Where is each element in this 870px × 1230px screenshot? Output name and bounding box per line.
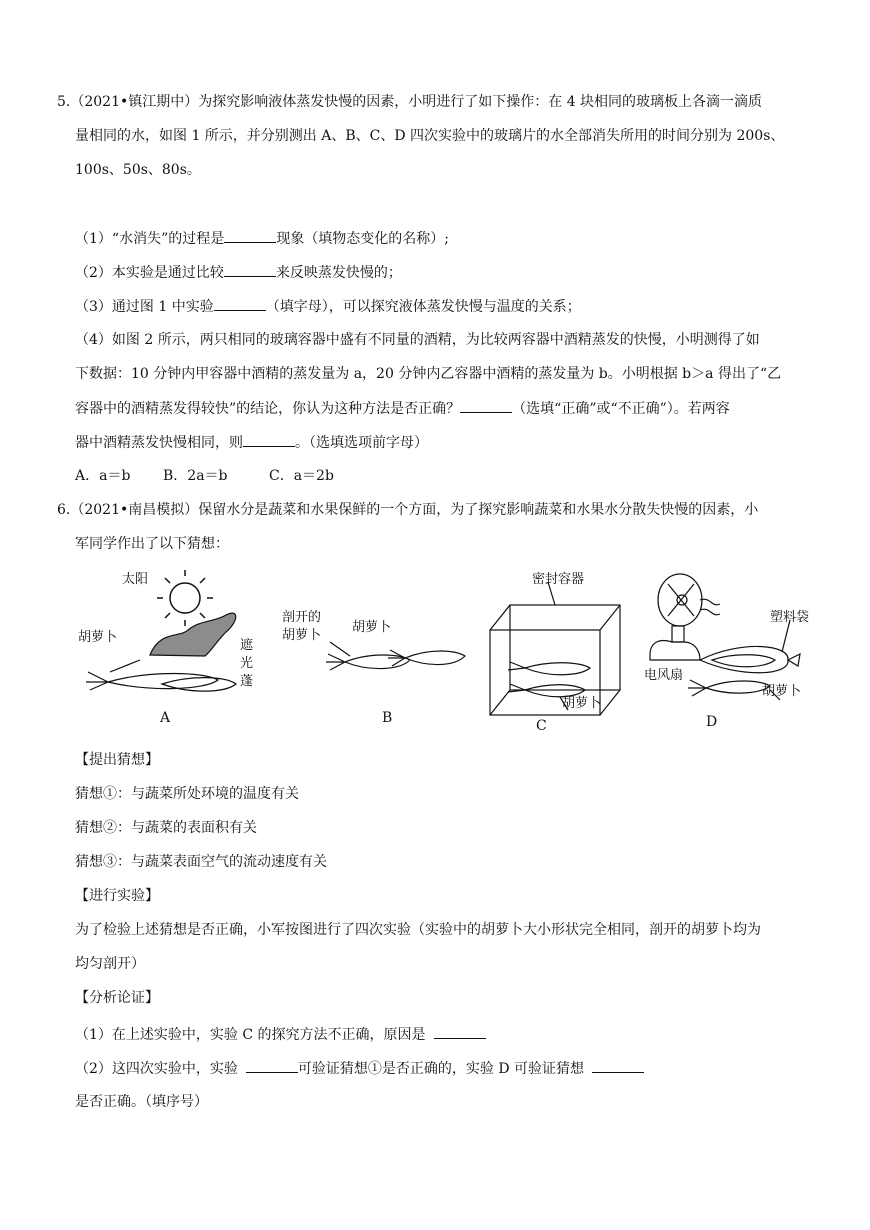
answer-blank[interactable] <box>224 262 276 277</box>
q5-part4-line4-text: 器中酒精蒸发快慢相同，则 <box>75 435 243 451</box>
q5-line3: 100s、50s、80s。 <box>75 162 201 178</box>
carrot-icon <box>86 660 236 691</box>
q5-part4-line3-tail: （选填“正确”或“不正确”）。若两容 <box>512 401 730 417</box>
q6-line2: 军同学作出了以下猜想： <box>75 536 229 552</box>
sun-label: 太阳 <box>122 572 149 587</box>
analysis-2 <box>75 1058 644 1079</box>
figure-label-d: D <box>706 714 718 730</box>
q5-choice-b: B．2a＝b <box>163 468 228 484</box>
experiment-drawing <box>0 560 870 740</box>
q5-part3 <box>75 296 581 317</box>
q5-part1 <box>75 228 449 249</box>
fan-icon <box>650 574 720 660</box>
q5-part4-line3-text: 容器中的酒精蒸发得较快”的结论，你认为这种方法是否正确？ <box>75 401 461 417</box>
analysis-2-mid: 可验证猜想①是否正确的，实验 D 可验证猜想 <box>297 1061 585 1077</box>
answer-blank[interactable] <box>214 296 266 311</box>
q5-part1-tail: 现象（填物态变化的名称）; <box>276 231 449 247</box>
answer-blank[interactable] <box>246 1058 298 1073</box>
experiment-line1: 为了检验上述猜想是否正确，小军按图进行了四次实验（实验中的胡萝卜大小形状完全相同，剖开的胡萝卜均为 <box>75 922 761 938</box>
answer-blank[interactable] <box>592 1058 644 1073</box>
carrot-label-c: 胡萝卜 <box>562 696 602 711</box>
section-heading-analysis: 【分析论证】 <box>75 990 159 1006</box>
experiment-figure <box>0 560 870 740</box>
figure-label-c: C <box>536 718 547 734</box>
cut-carrot-label-2: 胡萝卜 <box>282 628 322 643</box>
section-heading-guess: 【提出猜想】 <box>75 752 159 768</box>
q5-part4-line3 <box>75 398 730 419</box>
q6-line1: 6.（2021•南昌模拟）保留水分是蔬菜和水果保鲜的一个方面，为了探究影响蔬菜和水果水分散失快慢的因素，小 <box>57 502 759 518</box>
q5-part4-line2: 下数据：10 分钟内甲容器中酒精的蒸发量为 a，20 分钟内乙容器中酒精的蒸发量为 b。小明根据 b＞a 得出了“乙 <box>75 366 782 382</box>
q5-line1: 5.（2021•镇江期中）为探究影响液体蒸发快慢的因素，小明进行了如下操作：在 4 块相同的玻璃板上各滴一滴质 <box>57 94 763 110</box>
sun-icon <box>157 570 213 626</box>
carrot-label-b: 胡萝卜 <box>352 620 392 635</box>
analysis-1 <box>75 1024 486 1045</box>
answer-blank[interactable] <box>243 432 295 447</box>
q5-part4-line4-tail: 。（选填选项前字母） <box>295 435 428 451</box>
fan-label: 电风扇 <box>644 668 684 683</box>
q5-part4-line1: （4）如图 2 所示，两只相同的玻璃容器中盛有不同量的酒精，为比较两容器中酒精蒸发的快慢，小明测得了如 <box>75 332 760 348</box>
q5-part3-text: （3）通过图 1 中实验 <box>75 299 214 315</box>
shade-label-3: 蓬 <box>240 674 254 689</box>
guess-1: 猜想①：与蔬菜所处环境的温度有关 <box>75 786 299 802</box>
q5-line2: 量相同的水，如图 1 所示，并分别测出 A、B、C、D 四次实验中的玻璃片的水全部消失所用的时间分别为 200s、 <box>75 128 785 144</box>
experiment-line2: 均匀剖开） <box>75 956 145 972</box>
analysis-3: 是否正确。（填序号） <box>75 1094 208 1110</box>
q5-part2 <box>75 262 402 283</box>
cut-carrot-label-1: 剖开的 <box>282 610 322 625</box>
plastic-bag-icon <box>700 620 800 673</box>
answer-blank[interactable] <box>434 1024 486 1039</box>
plastic-bag-label: 塑料袋 <box>770 610 810 625</box>
q5-part3-tail: （填字母），可以探究液体蒸发快慢与温度的关系； <box>265 299 581 315</box>
q5-part2-tail: 来反映蒸发快慢的； <box>275 265 402 281</box>
q5-part4-line4 <box>75 432 428 453</box>
analysis-1-text: （1）在上述实验中，实验 C 的探究方法不正确，原因是 <box>75 1027 426 1043</box>
shade-canopy-icon <box>150 613 236 656</box>
answer-blank[interactable] <box>224 228 276 243</box>
analysis-2-text: （2）这四次实验中，实验 <box>75 1061 238 1077</box>
shade-label-2: 光 <box>240 656 254 671</box>
q5-part2-text: （2）本实验是通过比较 <box>75 265 224 281</box>
q5-choice-a: A．a＝b <box>75 468 131 484</box>
q5-choice-c: C．a＝2b <box>269 468 334 484</box>
section-heading-experiment: 【进行实验】 <box>75 888 159 904</box>
guess-3: 猜想③：与蔬菜表面空气的流动速度有关 <box>75 854 327 870</box>
figure-label-b: B <box>382 710 393 726</box>
carrot-label-a: 胡萝卜 <box>78 630 118 645</box>
sealed-container-label: 密封容器 <box>532 572 585 587</box>
guess-2: 猜想②：与蔬菜的表面积有关 <box>75 820 257 836</box>
shade-label-1: 遮 <box>240 638 254 653</box>
carrot-icon <box>326 642 465 670</box>
figure-label-a: A <box>160 710 171 726</box>
carrot-label-d: 胡萝卜 <box>762 684 802 699</box>
answer-blank[interactable] <box>460 398 512 413</box>
q5-part1-text: （1）“水消失”的过程是 <box>75 231 225 247</box>
